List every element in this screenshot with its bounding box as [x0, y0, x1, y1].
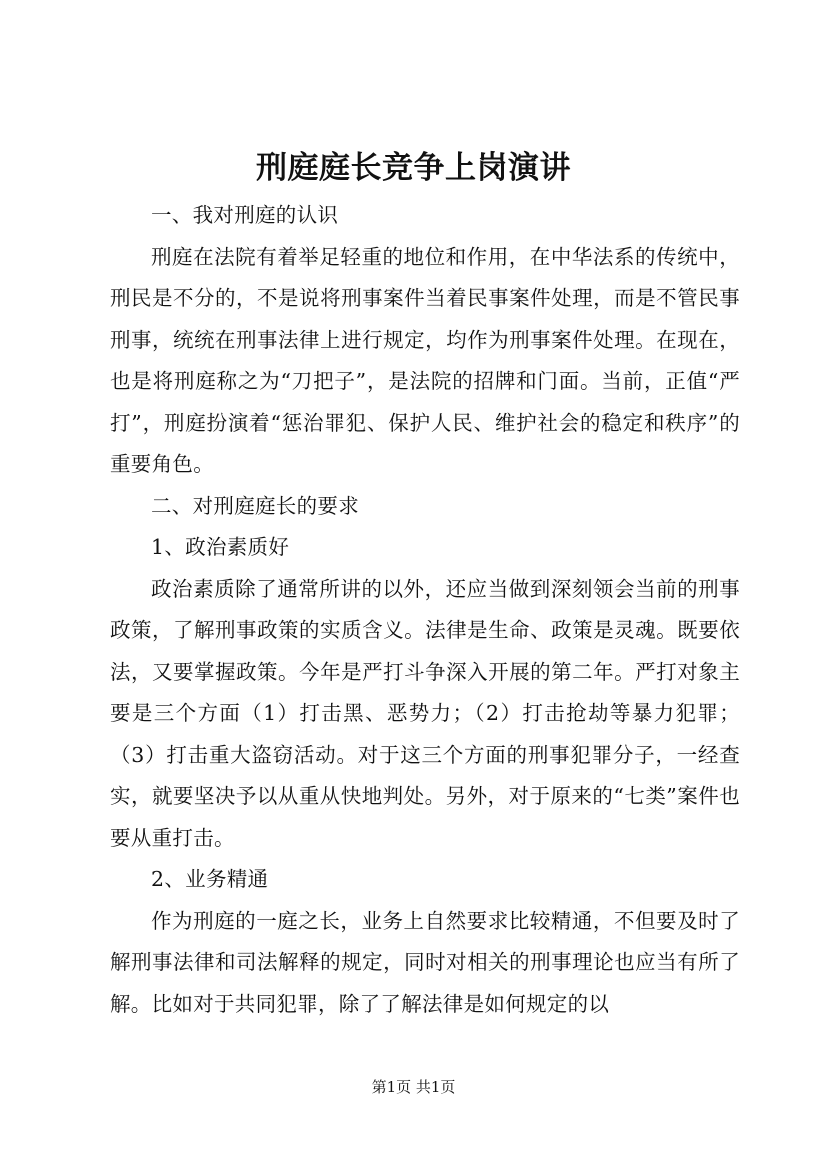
subsection-heading: 2、业务精通 [151, 867, 269, 891]
document-body [110, 195, 740, 1025]
paragraph: 刑庭在法院有着举足轻重的地位和作用，在中华法系的传统中，刑民是不分的，不是说将刑事案件当着民事案件处理，而是不管民事刑事，统统在刑事法律上进行规定，均作为刑事案件处理。在现在，也是将刑庭称之为“刀把子”，是法院的招牌和门面。当前，正值“严打”，刑庭扮演着“惩治罪犯、保护人民、维护社会的稳定和秩序”的重要角色。 [110, 244, 740, 476]
paragraph: 政治素质除了通常所讲的以外，还应当做到深刻领会当前的刑事政策，了解刑事政策的实质含义。法律是生命、政策是灵魂。既要依法，又要掌握政策。今年是严打斗争深入开展的第二年。严打对象主要是三个方面（1）打击黑、恶势力；（2）打击抢劫等暴力犯罪；（3）打击重大盗窃活动。对于这三个方面的刑事犯罪分子，一经查实，就要坚决予以从重从快地判处。另外，对于原来的“七类”案件也要从重打击。 [110, 576, 740, 850]
subsection-heading: 1、政治素质好 [151, 535, 290, 559]
page-footer: 第1页 共1页 [371, 1078, 456, 1096]
paragraph: 作为刑庭的一庭之长，业务上自然要求比较精通，不但要及时了解刑事法律和司法解释的规定，同时对相关的刑事理论也应当有所了解。比如对于共同犯罪，除了了解法律是如何规定的以 [110, 908, 740, 1016]
section-heading: 一、我对刑庭的认识 [151, 203, 339, 227]
page-title: 刑庭庭长竞争上岗演讲 [256, 150, 571, 186]
section-heading: 二、对刑庭庭长的要求 [151, 493, 359, 518]
